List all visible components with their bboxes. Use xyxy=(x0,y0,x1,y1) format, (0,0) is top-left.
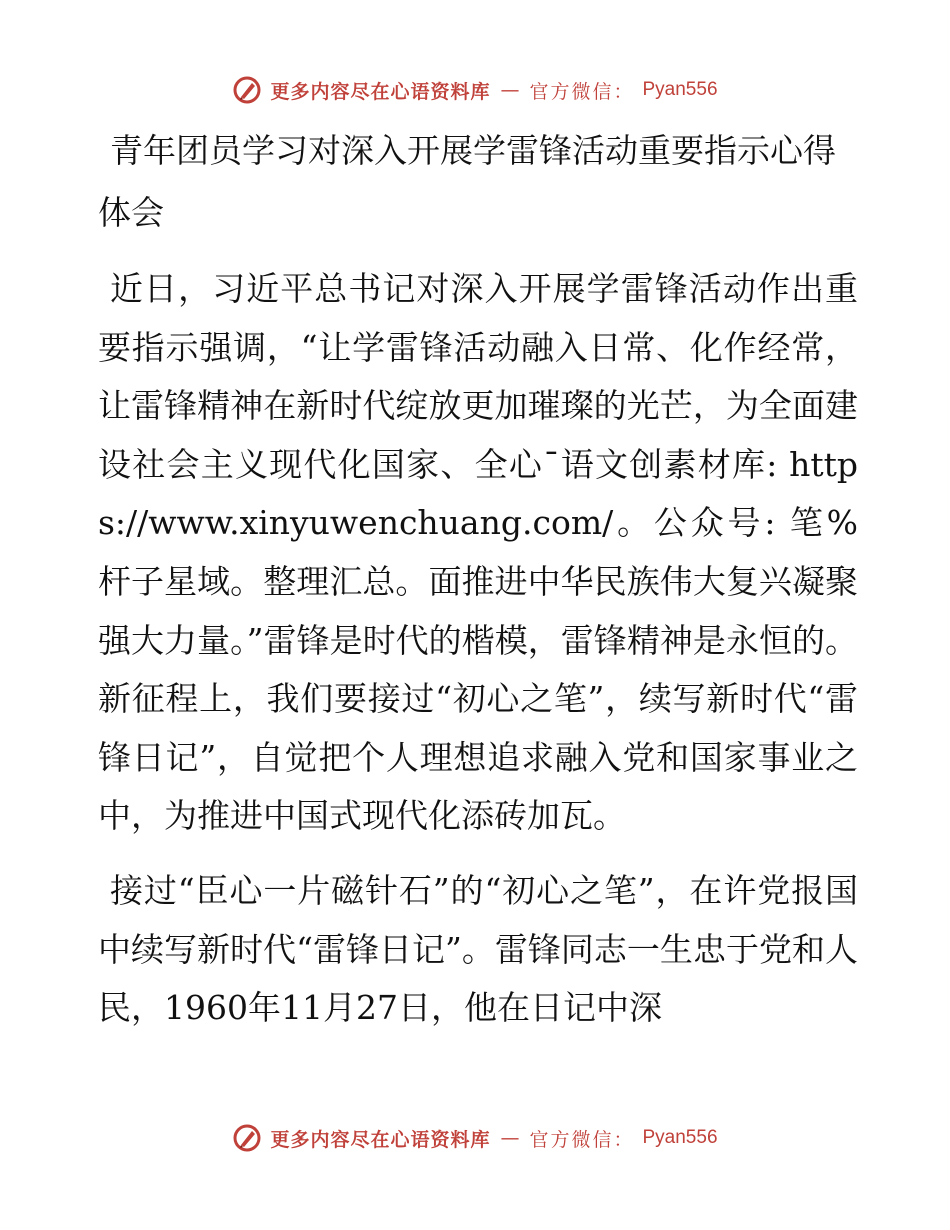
paragraph-2: 接过“臣心一片磁针石”的“初心之笔”，在许党报国中续写新时代“雷锋日记”。雷锋同志一生忠于党和人民，1960年11月27日，他在日记中深 xyxy=(98,870,858,1028)
watermark-wechat-id: Pyan556 xyxy=(642,79,718,100)
header-watermark xyxy=(0,73,950,107)
footer-watermark xyxy=(0,1121,950,1155)
watermark-main-text: 更多内容尽在心语资料库 xyxy=(270,1128,491,1151)
watermark-dash: — xyxy=(500,1127,520,1149)
pen-logo-icon xyxy=(232,75,262,105)
document-body xyxy=(98,120,858,1054)
watermark-main-text: 更多内容尽在心语资料库 xyxy=(270,80,491,103)
pen-logo-icon xyxy=(232,1123,262,1153)
watermark-dash: — xyxy=(500,79,520,101)
document-title: 青年团员学习对深入开展学雷锋活动重要指示心得体会 xyxy=(98,131,836,232)
paragraph-1: 近日，习近平总书记对深入开展学雷锋活动作出重要指示强调，“让学雷锋活动融入日常、化作经常，让雷锋精神在新时代绽放更加璀璨的光芒，为全面建设社会主义现代化国家、全心¯语文创素材库: https://www.xinyuwenchuang.com/。公众号: 笔%杆子星域。整理汇总。面推进中华民族伟大复兴凝聚强大力量。”雷锋是时代的楷模，雷锋精神是永恒的。新征程上，我们要接过“初心之笔”，续写新时代“雷锋日记”，自觉把个人理想追求融入党和国家事业之中，为推进中国式现代化添砖加瓦。 xyxy=(98,269,858,836)
watermark-sub-text: 官方微信： xyxy=(529,80,635,103)
watermark-sub-text: 官方微信： xyxy=(529,1128,635,1151)
watermark-wechat-id: Pyan556 xyxy=(642,1127,718,1148)
